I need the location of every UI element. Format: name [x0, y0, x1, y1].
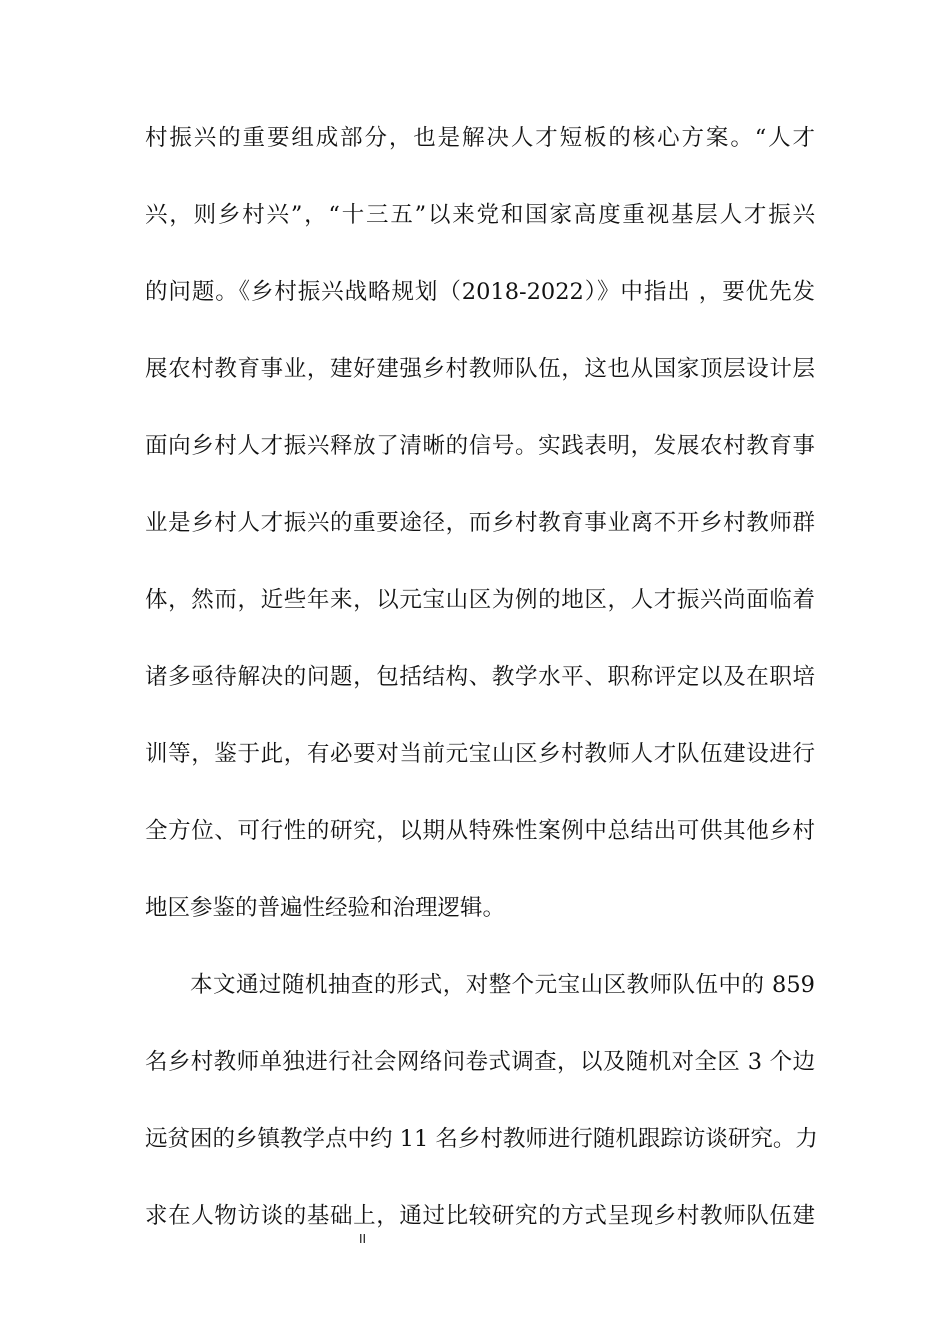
text-line: 本文通过随机抽查的形式，对整个元宝山区教师队伍中的 859 [190, 972, 815, 998]
text-line: 体，然而，近些年来，以元宝山区为例的地区，人才振兴尚面临着 [145, 587, 815, 613]
text-line: 全方位、可行性的研究，以期从特殊性案例中总结出可供其他乡村 [145, 818, 815, 844]
page-number: II [359, 1232, 367, 1246]
text-line: 名乡村教师单独进行社会网络问卷式调查，以及随机对全区 3 个边 [145, 1049, 815, 1075]
text-line: 面向乡村人才振兴释放了清晰的信号。实践表明，发展农村教育事 [145, 433, 815, 459]
text-line: 地区参鉴的普遍性经验和治理逻辑。 [145, 895, 506, 921]
text-line: 展农村教育事业，建好建强乡村教师队伍，这也从国家顶层设计层 [145, 356, 815, 382]
text-line: 的问题。《乡村振兴战略规划（2018-2022）》中指出 ，要优先发 [145, 279, 815, 305]
text-line: 远贫困的乡镇教学点中约 11 名乡村教师进行随机跟踪访谈研究。力 [145, 1126, 818, 1152]
text-line: 兴，则乡村兴”，“十三五”以来党和国家高度重视基层人才振兴 [145, 202, 815, 228]
text-line: 村振兴的重要组成部分，也是解决人才短板的核心方案。“人才 [145, 125, 815, 151]
text-line: 训等，鉴于此，有必要对当前元宝山区乡村教师人才队伍建设进行 [145, 741, 815, 767]
text-line: 诸多亟待解决的问题，包括结构、教学水平、职称评定以及在职培 [145, 664, 815, 690]
text-line: 求在人物访谈的基础上，通过比较研究的方式呈现乡村教师队伍建 [145, 1203, 815, 1229]
text-line: 业是乡村人才振兴的重要途径，而乡村教育事业离不开乡村教师群 [145, 510, 815, 536]
